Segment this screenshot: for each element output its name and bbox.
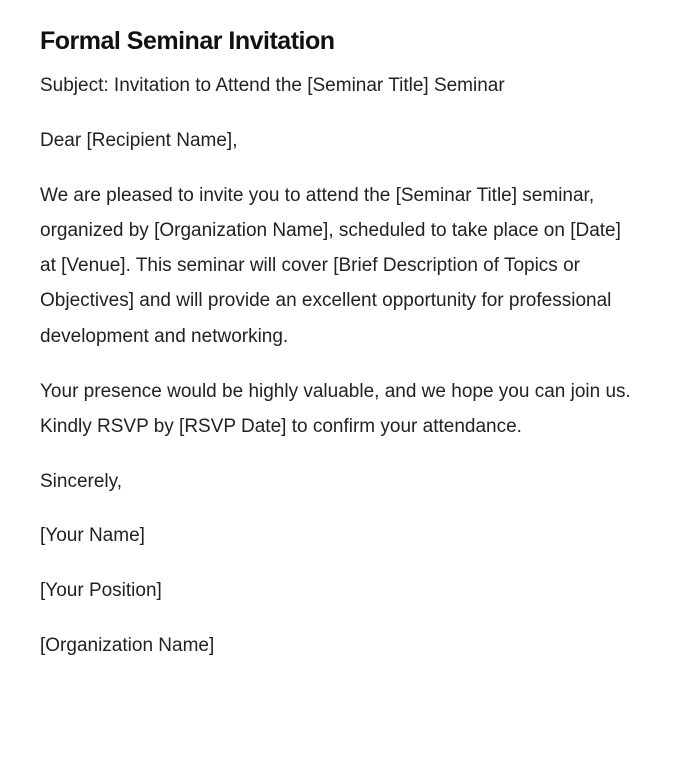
signature-organization: [Organization Name] <box>40 635 215 657</box>
greeting: Dear [Recipient Name], <box>40 129 238 151</box>
letter <box>40 24 640 683</box>
body-paragraph-1: We are pleased to invite you to attend the [Seminar Title] seminar, organized by [Organization Name], scheduled to take place on [Date] at [Venue]. This seminar will cover [Brief Description of Topics or Objectives] and will provide an excellent opportunity for professional development and networking. <box>40 184 621 347</box>
body-paragraph-2: Your presence would be highly valuable, and we hope you can join us. Kindly RSVP by [RSVP Date] to confirm your attendance. <box>40 380 631 437</box>
document-title: Formal Seminar Invitation <box>40 27 335 55</box>
signature-position: [Your Position] <box>40 580 162 602</box>
subject-line: Subject: Invitation to Attend the [Seminar Title] Seminar <box>40 75 505 96</box>
closing: Sincerely, <box>40 470 123 492</box>
signature-name: [Your Name] <box>40 525 145 547</box>
